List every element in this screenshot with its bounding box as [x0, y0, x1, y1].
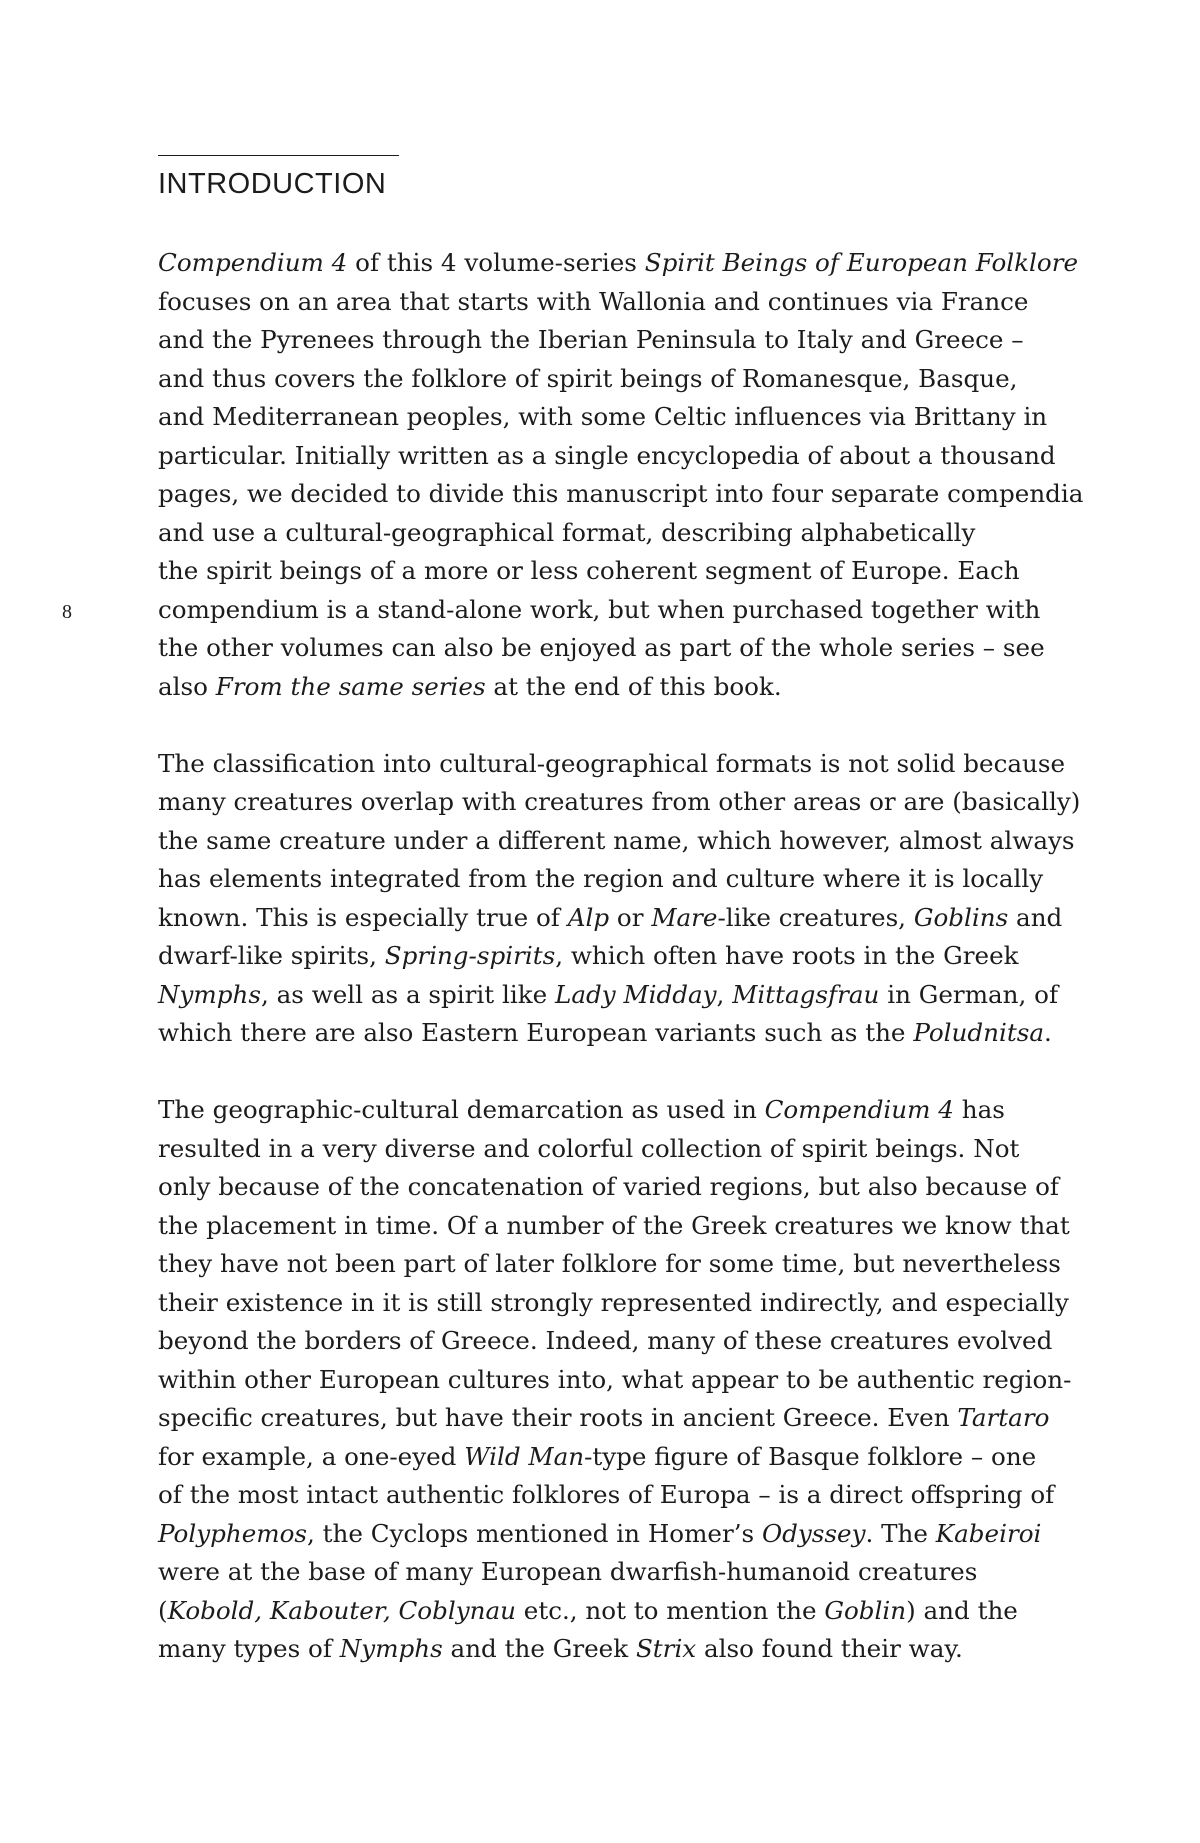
text-run: , — [716, 979, 733, 1009]
text-run: ( — [158, 1595, 168, 1625]
italic-term: Compendium 4 — [764, 1095, 954, 1124]
text-line — [158, 244, 1079, 283]
italic-term: Mittagsfrau — [732, 979, 880, 1009]
text-run: resulted in a very diverse and colorful collection of spirit beings. Not — [158, 1133, 1020, 1163]
text-run: . — [1044, 1018, 1052, 1047]
text-run: the same creature under a different name, which however, almost always — [158, 825, 1075, 855]
text-line — [158, 437, 1058, 476]
text-run: or — [609, 902, 652, 932]
italic-term: Kabeiroi — [935, 1518, 1042, 1548]
text-line — [158, 1630, 1058, 1669]
text-run: many types of — [158, 1634, 340, 1663]
text-run: and Mediterranean peoples, with some Celtic influences via Brittany in — [158, 402, 1048, 431]
italic-term: Nymphs — [158, 979, 261, 1009]
chapter-heading: INTRODUCTION — [158, 168, 387, 200]
italic-term: Odyssey — [761, 1518, 866, 1548]
text-run: were at the base of many European dwarfish-humanoid creatures — [158, 1557, 978, 1586]
text-line — [158, 1476, 1058, 1515]
italic-term: Spirit Beings of European Folklore — [644, 248, 1079, 277]
italic-term: Goblin — [824, 1595, 907, 1625]
italic-term: Polyphemos — [158, 1518, 308, 1548]
text-line — [158, 1130, 1058, 1169]
text-run: known. This is especially true of — [158, 902, 568, 932]
text-line — [158, 860, 1058, 899]
text-run: -like creatures, — [717, 902, 914, 932]
italic-term: Strix — [635, 1634, 697, 1663]
text-line — [158, 514, 1058, 553]
text-run: in German, of — [879, 979, 1059, 1009]
text-line — [158, 1284, 1069, 1323]
text-run: , which often have roots in the Greek — [555, 941, 1019, 970]
text-line — [158, 629, 1058, 668]
text-run: beyond the borders of Greece. Indeed, many of these creatures evolved — [158, 1326, 1053, 1355]
text-line — [158, 1553, 1058, 1592]
text-line — [158, 1361, 1072, 1400]
text-run: pages, we decided to divide this manuscript into four separate compendia — [158, 479, 1084, 508]
text-line — [158, 360, 1058, 399]
italic-term: Nymphs — [339, 1634, 443, 1663]
page-number: 8 — [62, 601, 72, 623]
italic-term: From the same series — [215, 671, 486, 701]
text-line — [158, 1399, 1058, 1438]
text-line — [158, 1168, 1058, 1207]
text-run: which there are also Eastern European variants such as the — [158, 1018, 914, 1047]
paragraph-1 — [158, 244, 1084, 706]
text-run: the other volumes can also be enjoyed as part of the whole series – see — [158, 633, 1045, 662]
paragraph-gap — [158, 706, 1058, 745]
italic-term: Goblins — [913, 902, 1009, 932]
italic-term: Alp — [567, 902, 610, 932]
italic-term: Compendium 4 — [158, 248, 348, 277]
paragraph-gap — [158, 1053, 1058, 1092]
text-run: and use a cultural-geographical format, describing alphabetically — [158, 517, 976, 547]
text-run: has elements integrated from the region and culture where it is locally — [158, 864, 1044, 893]
paragraph-3 — [158, 1091, 1072, 1669]
text-line — [158, 937, 1058, 976]
text-line — [158, 899, 1063, 938]
text-line — [158, 1014, 1058, 1053]
text-run: only because of the concatenation of varied regions, but also because of — [158, 1172, 1059, 1201]
text-run: compendium is a stand-alone work, but when purchased together with — [158, 594, 1041, 624]
text-line — [158, 976, 1058, 1015]
text-run: and — [1008, 902, 1063, 932]
italic-term: Tartaro — [957, 1403, 1050, 1432]
text-line — [158, 552, 1058, 591]
text-run: for example, a one-eyed — [158, 1441, 465, 1471]
text-run: and the Greek — [442, 1634, 636, 1663]
text-run: the placement in time. Of a number of the Greek creatures we know that — [158, 1210, 1070, 1240]
text-line — [158, 591, 1058, 630]
text-line — [158, 1322, 1058, 1361]
italic-term: Kobold, Kabouter, Coblynau — [167, 1595, 516, 1625]
text-line — [158, 1245, 1061, 1284]
text-run: particular. Initially written as a single encyclopedia of about a thousand — [158, 440, 1056, 470]
italic-term: Spring-spirits — [384, 941, 556, 970]
text-run: dwarf-like spirits, — [158, 941, 385, 970]
heading-rule — [158, 155, 399, 156]
text-line — [158, 745, 1066, 784]
text-run: . The — [865, 1518, 936, 1548]
text-run: many creatures overlap with creatures from other areas or are (basically) — [158, 787, 1081, 816]
text-line — [158, 475, 1084, 514]
italic-term: Lady Midday — [555, 979, 717, 1009]
text-run: and thus covers the folklore of spirit beings of Romanesque, Basque, — [158, 363, 1018, 393]
text-run: specific creatures, but have their roots in ancient Greece. Even — [158, 1403, 958, 1432]
text-line — [158, 1592, 1058, 1631]
text-run: has — [953, 1095, 1005, 1124]
text-line — [158, 668, 1058, 707]
text-line — [158, 1091, 1058, 1130]
text-line — [158, 822, 1075, 861]
italic-term: Poludnitsa — [913, 1018, 1044, 1047]
text-line — [158, 321, 1058, 360]
text-line — [158, 1438, 1058, 1477]
text-run: the spirit beings of a more or less coherent segment of Europe. Each — [158, 556, 1020, 585]
text-run: , as well as a spirit like — [260, 979, 555, 1009]
text-line — [158, 283, 1058, 322]
body-text — [158, 244, 1084, 1669]
text-run: of this 4 volume-series — [347, 248, 645, 277]
text-line — [158, 783, 1081, 822]
text-run: at the end of this book. — [485, 671, 782, 701]
text-line — [158, 1207, 1070, 1246]
text-run: focuses on an area that starts with Wallonia and continues via France — [158, 286, 1029, 316]
paragraph-2 — [158, 745, 1081, 1053]
text-run: also — [158, 671, 216, 701]
text-run: they have not been part of later folklore for some time, but nevertheless — [158, 1249, 1061, 1278]
text-run: -type figure of Basque folklore – one — [584, 1441, 1037, 1471]
text-run: etc., not to mention the — [515, 1595, 825, 1625]
text-run: The classification into cultural-geographical formats is not solid because — [158, 748, 1066, 778]
text-run: of the most intact authentic folklores of Europa – is a direct offspring of — [158, 1480, 1055, 1509]
text-run: , the Cyclops mentioned in Homer’s — [307, 1518, 762, 1548]
text-run: also found their way. — [696, 1634, 963, 1663]
text-run: and the Pyrenees through the Iberian Peninsula to Italy and Greece – — [158, 325, 1024, 354]
italic-term: Wild Man — [464, 1441, 585, 1471]
text-line — [158, 1515, 1058, 1554]
text-run: within other European cultures into, what appear to be authentic region- — [158, 1364, 1072, 1394]
text-run: The geographic-cultural demarcation as used in — [158, 1095, 765, 1124]
text-line — [158, 398, 1058, 437]
italic-term: Mare — [651, 902, 718, 932]
text-run: their existence in it is still strongly represented indirectly, and especially — [158, 1287, 1069, 1317]
text-run: ) and the — [906, 1595, 1018, 1625]
